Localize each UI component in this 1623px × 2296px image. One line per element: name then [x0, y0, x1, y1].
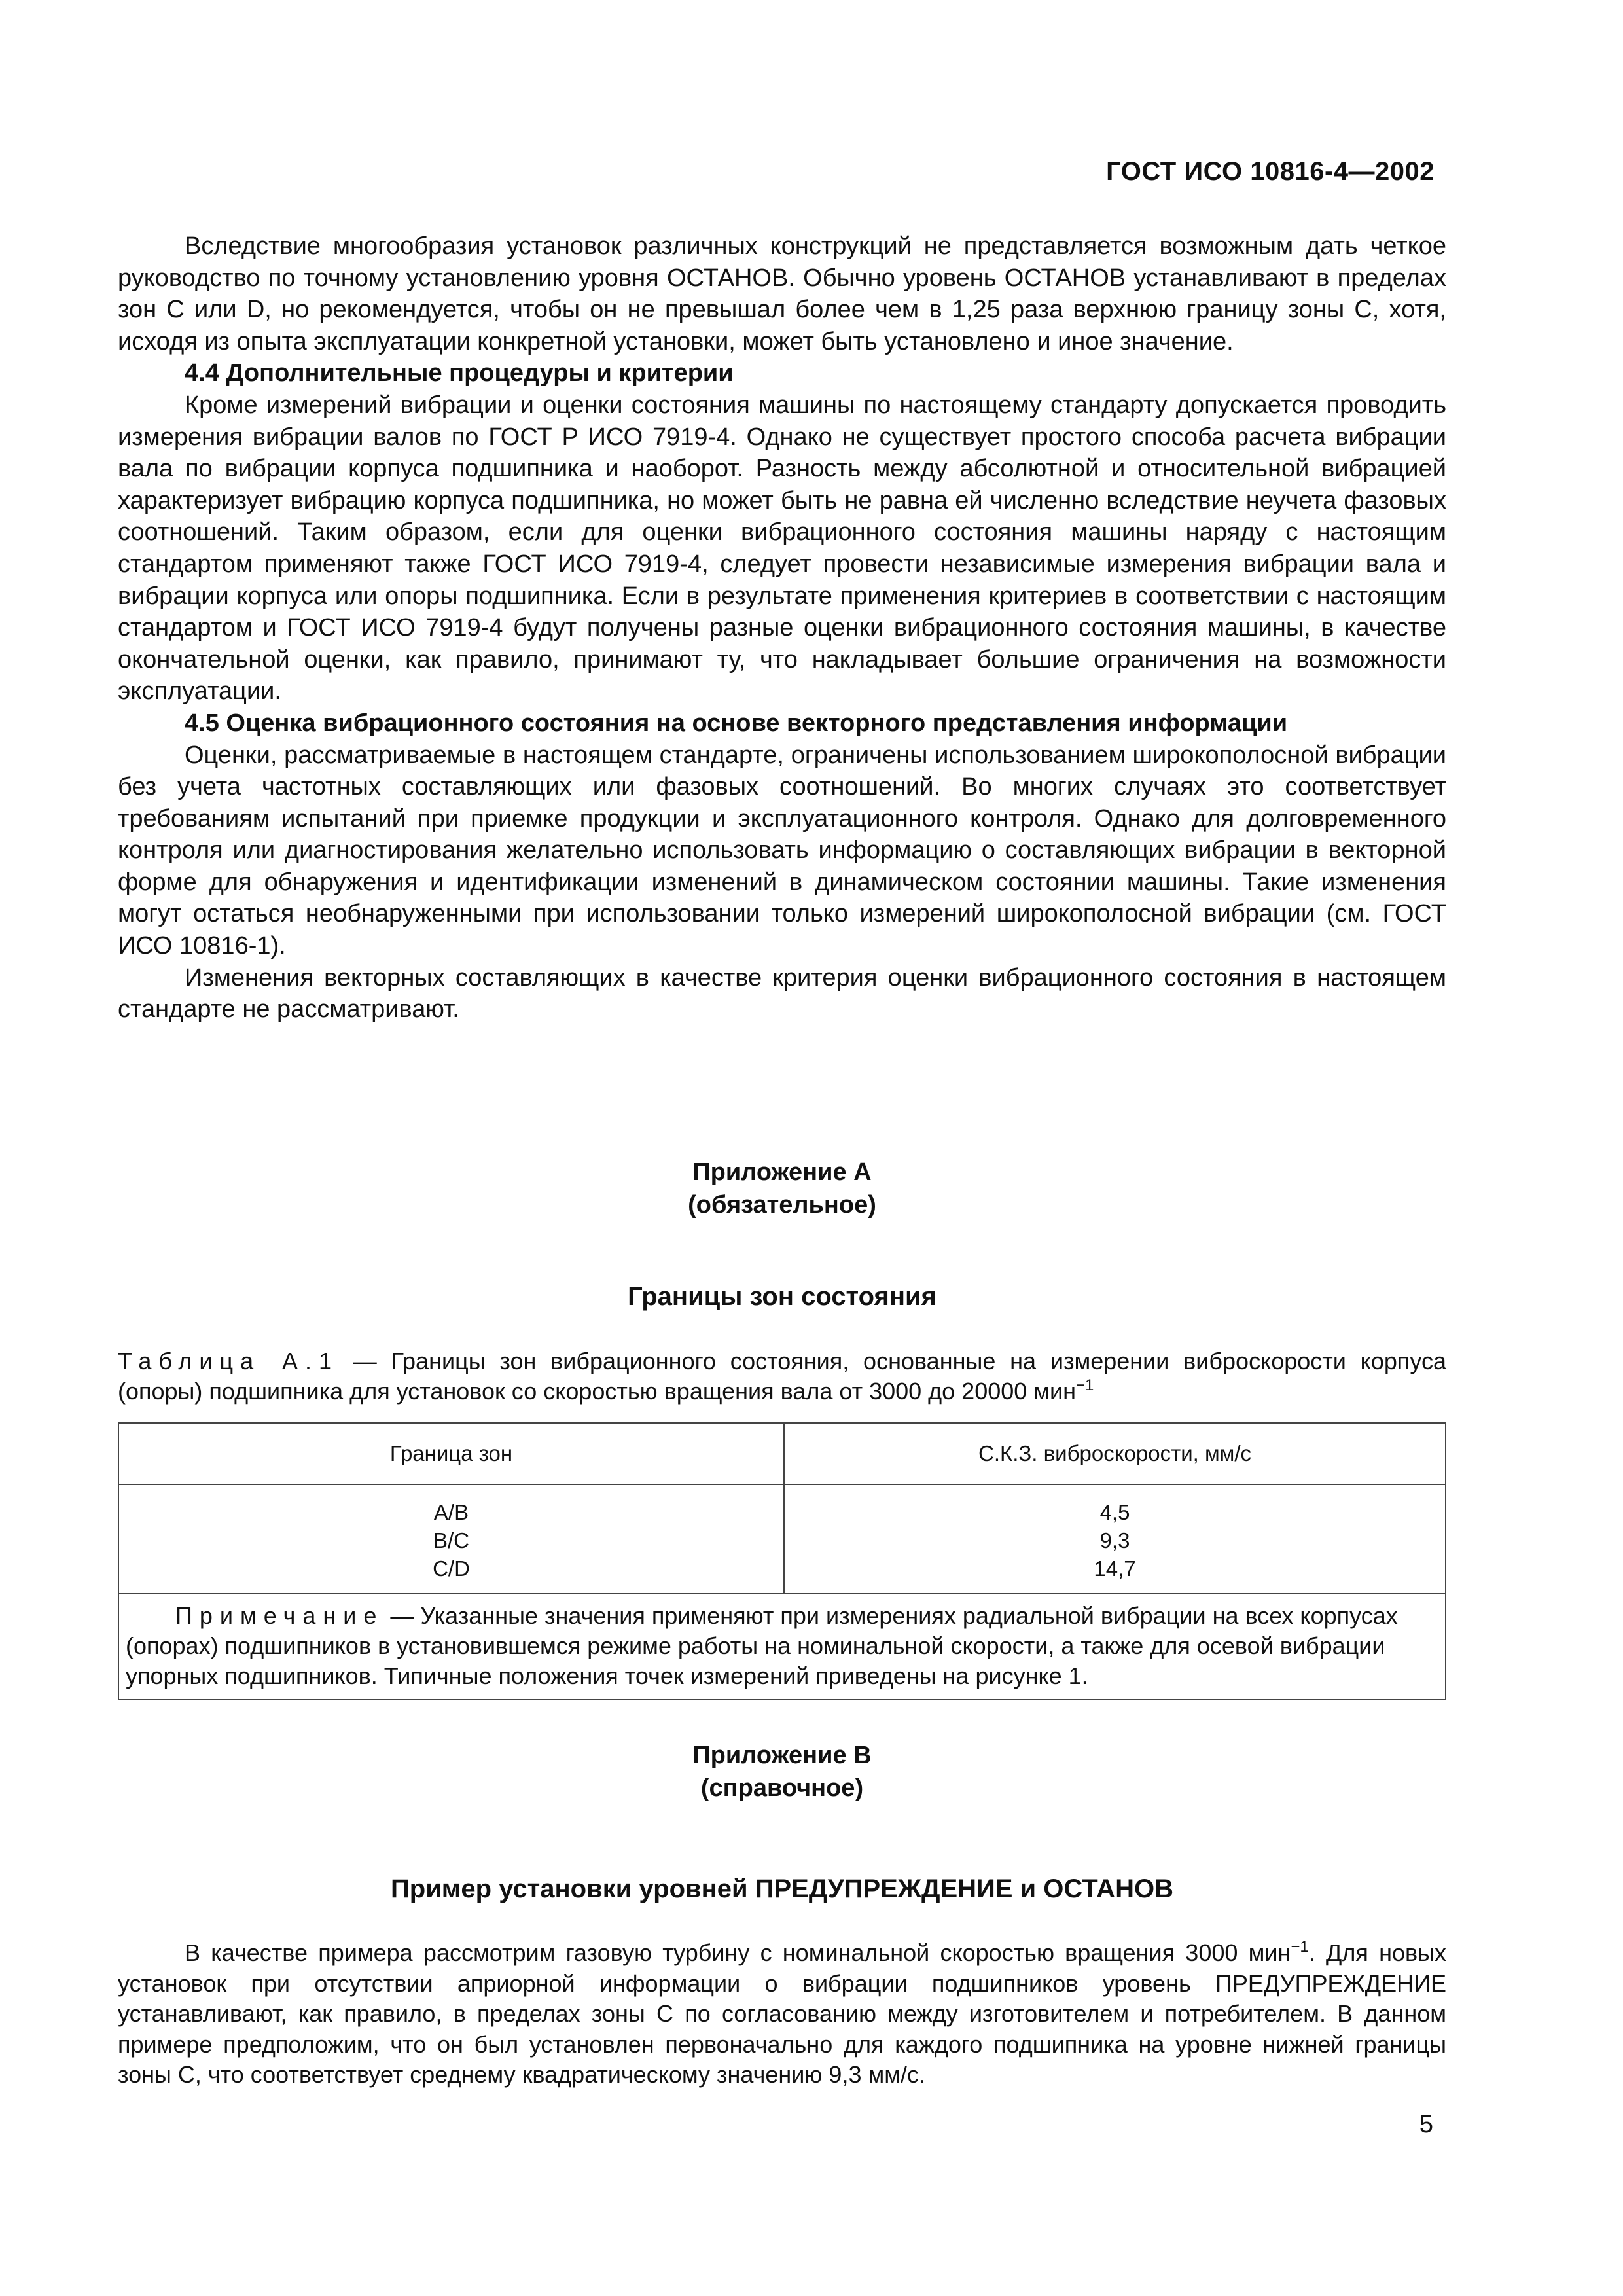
section-heading-4-4: 4.4 Дополнительные процедуры и критерии	[185, 359, 734, 387]
paragraph-vector-changes: Изменения векторных составляющих в качестве критерия оценки вибрационного состояния в настоящем стандарте не рассматривают.	[118, 963, 1446, 1024]
table-note-text: — Указанные значения применяют при измерениях радиальной вибрации на всех корпусах (опорах) подшипников в установившемся режиме работы на номинальной скорости, а также для осевой вибрации упорных подшипников. Типичные положения точек измерений приведены на рисунке 1.	[126, 1602, 1398, 1689]
appendix-a-title: Приложение А	[692, 1158, 872, 1186]
paragraph-additional-procedures: Кроме измерений вибрации и оценки состояния машины по настоящему стандарту допускается проводить измерения вибрации валов по ГОСТ Р ИСО 7919-4. Однако не существует простого способа расчета вибрации вала по вибрации корпуса подшипника и наоборот. Разность между абсолютной и относительной вибрацией характеризует вибрацию корпуса подшипника, но может быть не равна ей численно вследствие неучета фазовых соотношений. Таким образом, если для оценки вибрационного состояния машины наряду с настоящим стандартом применяют также ГОСТ ИСО 7919-4, следует провести независимые измерения вибрации вала и вибрации корпуса или опоры подшипника. Если в результате применения критериев в соответствии с настоящим стандартом и ГОСТ ИСО 7919-4 будут получены разные оценки вибрационного состояния машины, в качестве окончательной оценки, как правило, принимают ту, что накладывает большие ограничения на возможности эксплуатации.	[118, 391, 1446, 706]
appendix-b-title: Приложение В	[692, 1742, 872, 1769]
page-number: 5	[1419, 2111, 1433, 2138]
table-caption-text: — Границы зон вибрационного состояния, основанные на измерении виброскорости корпуса (опоры) подшипника для установок со скоростью вращения вала от 3000 до 20000 мин	[118, 1348, 1446, 1405]
table-note-label: Примечание	[175, 1602, 384, 1629]
appendix-b-title-block	[118, 1739, 1446, 1804]
table-note	[118, 1594, 1446, 1700]
table-cell-value: 14,7	[1094, 1556, 1136, 1581]
table-header-rms-velocity: С.К.З. виброскорости, мм/с	[784, 1423, 1446, 1484]
table-label: Таблица А.1	[118, 1348, 339, 1374]
appendix-b-heading: Пример установки уровней ПРЕДУПРЕЖДЕНИЕ и ОСТАНОВ	[391, 1874, 1173, 1903]
paragraph-stop-level: Вследствие многообразия установок различных конструкций не представляется возможным дать четкое руководство по точному установлению уровня ОСТАНОВ. Обычно уровень ОСТАНОВ устанавливают в пределах зон С или D, но рекомендуется, чтобы он не превышал более чем в 1,25 раза верхнюю границу зоны С, хотя, исходя из опыта эксплуатации конкретной установки, может быть установлено и иное значение.	[118, 232, 1446, 355]
appendix-a-heading: Границы зон состояния	[628, 1282, 936, 1311]
table-cell-boundary: A/B	[433, 1500, 469, 1524]
table-column-rms-values	[784, 1484, 1446, 1594]
appendix-b-status: (справочное)	[700, 1774, 864, 1802]
table-note-row	[118, 1594, 1446, 1700]
table-header-row	[118, 1423, 1446, 1484]
appendix-a-status: (обязательное)	[688, 1191, 876, 1219]
main-text-block	[118, 230, 1446, 1026]
page-header-standard-code: ГОСТ ИСО 10816-4—2002	[1106, 157, 1435, 186]
table-cell-value: 9,3	[1099, 1528, 1130, 1552]
table-column-zone-boundaries	[118, 1484, 784, 1594]
section-heading-4-5: 4.5 Оценка вибрационного состояния на основе векторного представления информации	[185, 709, 1288, 737]
appendix-b-superscript: −1	[1291, 1938, 1309, 1956]
table-values-row	[118, 1484, 1446, 1594]
zone-boundaries-table	[118, 1422, 1446, 1700]
table-header-zone-boundary: Граница зон	[118, 1423, 784, 1484]
table-cell-value: 4,5	[1099, 1500, 1130, 1524]
table-caption	[118, 1346, 1446, 1407]
table-caption-superscript: −1	[1076, 1376, 1094, 1394]
table-cell-boundary: C/D	[433, 1556, 470, 1581]
appendix-a-title-block	[118, 1156, 1446, 1221]
appendix-b-text-start: В качестве примера рассмотрим газовую турбину с номинальной скоростью вращения 3000 мин	[185, 1939, 1291, 1966]
appendix-b-text-end: . Для новых установок при отсутствии априорной информации о вибрации подшипников уровень ПРЕДУПРЕЖДЕНИЕ устанавливают, как правило, в пределах зоны С по согласованию между изготовителем и потребителем. В данном примере предположим, что он был установлен первоначально для каждого подшипника на уровне нижней границы зоны С, что соответствует среднему квадратическому значению 9,3 мм/с.	[118, 1939, 1446, 2088]
paragraph-vector-assessment: Оценки, рассматриваемые в настоящем стандарте, ограничены использованием широкополосной вибрации без учета частотных составляющих или фазовых соотношений. Во многих случаях это соответствует требованиям испытаний при приемке продукции и эксплуатационного контроля. Однако для долговременного контроля или диагностирования желательно использовать информацию о составляющих вибрации в векторной форме для обнаружения и идентификации изменений в динамическом состоянии машины. Такие изменения могут остаться необнаруженными при использовании только измерений широкополосной вибрации (см. ГОСТ ИСО 10816-1).	[118, 741, 1446, 960]
appendix-b-example-text	[118, 1938, 1446, 2090]
table-cell-boundary: B/C	[433, 1528, 469, 1552]
appendix-b-example-paragraph	[118, 1938, 1446, 2090]
